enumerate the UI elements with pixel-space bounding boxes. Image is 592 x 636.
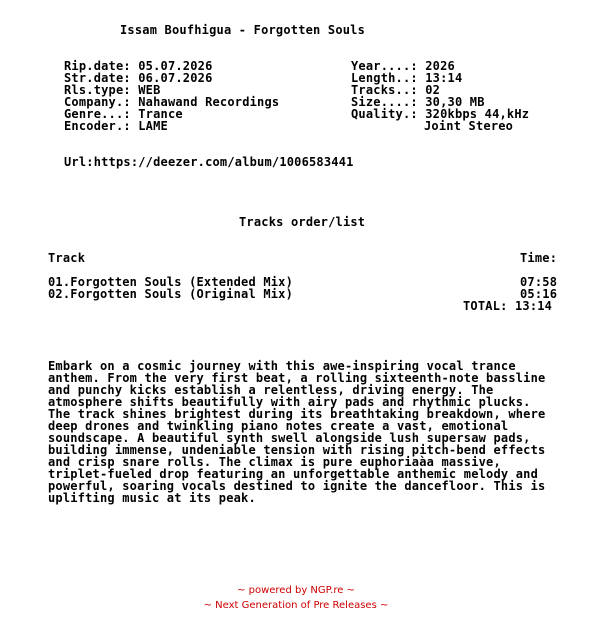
tracks-col-time: Time: [520,251,558,265]
info-rls-type: Rls.type: WEB [64,83,161,97]
track-time-2: 05:16 [520,287,558,301]
track-title-2: 02.Forgotten Souls (Original Mix) [48,287,294,301]
description-line-12: uplifting music at its peak. [48,491,256,505]
description-line-4: atmosphere shifts beautifully with airy pads and rhythmic plucks. [48,395,531,409]
release-title: Issam Boufhigua - Forgotten Souls [120,23,366,37]
info-rip-date: Rip.date: 05.07.2026 [64,59,213,73]
description-line-7: soundscape. A beautiful synth swell alongside lush supersaw pads, [48,431,531,445]
info-length: Length..: 13:14 [351,71,463,85]
description-line-8: building immense, undeniable tension with rising pitch-bend effects [48,443,546,457]
track-time-1: 07:58 [520,275,558,289]
description-line-5: The track shines brightest during its breathtaking breakdown, where [48,407,546,421]
info-tracks: Tracks..: 02 [351,83,441,97]
description-line-1: Embark on a cosmic journey with this awe-inspiring vocal trance [48,359,516,373]
info-year: Year....: 2026 [351,59,455,73]
info-genre: Genre...: Trance [64,107,183,121]
info-quality: Quality.: 320kbps 44,kHz [351,107,530,121]
description-line-3: and punchy kicks establish a relentless, driving energy. The [48,383,494,397]
track-title-1: 01.Forgotten Souls (Extended Mix) [48,275,294,289]
description-line-11: powerful, soaring vocals destined to ignite the dancefloor. This is [48,479,546,493]
info-company: Company.: Nahawand Recordings [64,95,280,109]
info-size: Size....: 30,30 MB [351,95,485,109]
tracks-col-track: Track [48,251,86,265]
release-url: Url:https://deezer.com/album/1006583441 [64,155,354,169]
description-line-10: triplet-fueled drop featuring an unforgettable anthemic melody and [48,467,539,481]
footer-tagline: ~ Next Generation of Pre Releases ~ [203,600,389,611]
tracks-heading: Tracks order/list [239,215,366,229]
info-encoder: Encoder.: LAME [64,119,168,133]
description-line-9: and crisp snare rolls. The climax is pure euphoriaàa massive, [48,455,501,469]
description-line-6: deep drones and twinkling piano notes create a vast, emotional [48,419,509,433]
tracks-total: TOTAL: 13:14 [463,299,553,313]
description-line-2: anthem. From the very first beat, a rolling sixteenth-note bassline [48,371,546,385]
footer-powered-by: ~ powered by NGP.re ~ [237,585,355,596]
info-stereo: Joint Stereo [424,119,514,133]
info-str-date: Str.date: 06.07.2026 [64,71,213,85]
